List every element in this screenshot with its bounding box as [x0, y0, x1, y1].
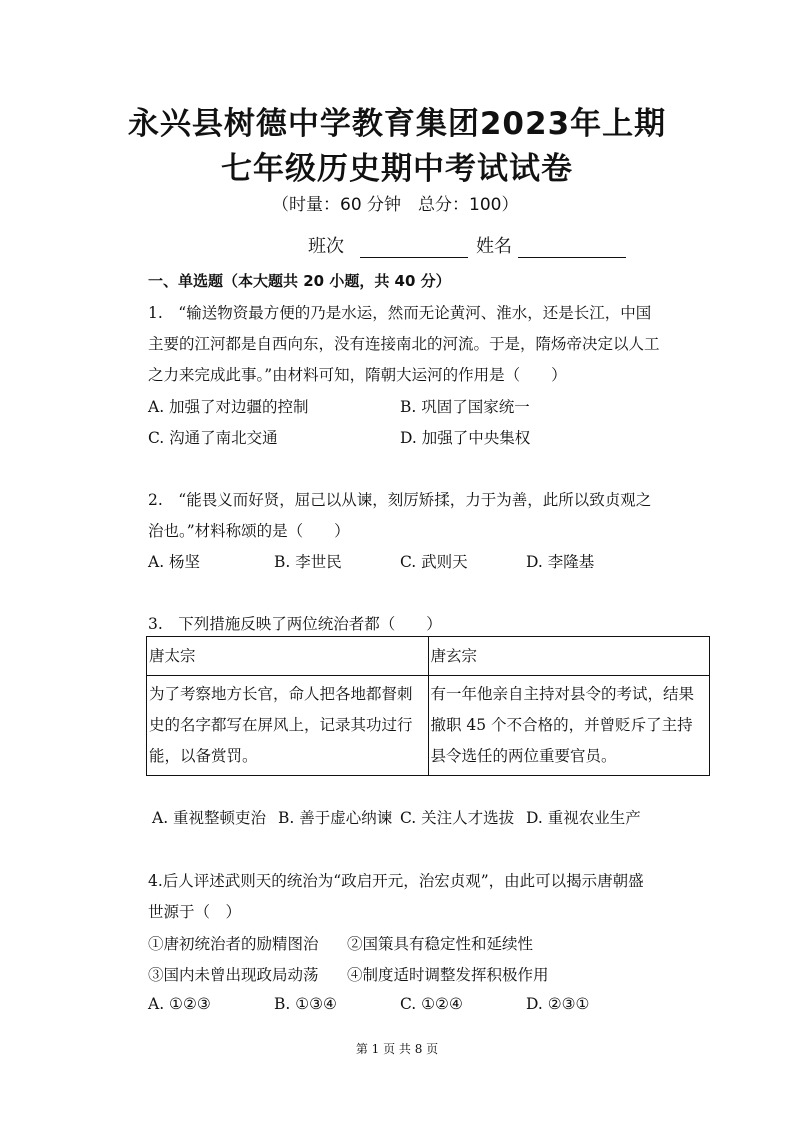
table-cell-xuanzong: 有一年他亲自主持对县令的考试，结果撤职 45 个不合格的，并曾贬斥了主持县令选任的两位重要官员。 — [428, 676, 710, 776]
q1-option-a[interactable]: A. 加强了对边疆的控制 — [148, 398, 309, 416]
q2-line: 治也。”材料称颂的是（ ） — [148, 522, 350, 540]
q1-line: 主要的江河都是自西向东，没有连接南北的河流。于是，隋炀帝决定以人工 — [148, 335, 660, 353]
q4-statement: ③国内未曾出现政局动荡 — [148, 966, 319, 984]
page-footer: 第 1 页 共 8 页 — [355, 1042, 439, 1056]
section-heading: 一、单选题（本大题共 20 小题，共 40 分） — [148, 272, 451, 290]
q1-option-d[interactable]: D. 加强了中央集权 — [400, 429, 531, 447]
exam-title-line1: 永兴县树德中学教育集团2023年上期 — [127, 106, 667, 142]
q1-line: 1. “输送物资最方便的乃是水运，然而无论黄河、淮水，还是长江，中国 — [148, 304, 652, 322]
q2-option-d[interactable]: D. 李隆基 — [526, 553, 595, 571]
comparison-table — [146, 636, 710, 776]
exam-title-line2: 七年级历史期中考试试卷 — [221, 151, 573, 187]
table-header-taizong: 唐太宗 — [147, 637, 429, 676]
q4-statement: ④制度适时调整发挥积极作用 — [347, 966, 549, 984]
q1-line: 之力来完成此事。”由材料可知，隋朝大运河的作用是（ ） — [148, 366, 567, 384]
exam-meta: （时量：60 分钟 总分：100） — [272, 195, 519, 215]
q3-stem: 3. 下列措施反映了两位统治者都（ ） — [148, 615, 442, 633]
q4-option-d[interactable]: D. ②③① — [526, 995, 590, 1013]
q4-statement: ①唐初统治者的励精图治 — [148, 935, 319, 953]
q3-option-c[interactable]: C. 关注人才选拔 — [400, 809, 515, 827]
q1-option-b[interactable]: B. 巩固了国家统一 — [400, 398, 530, 416]
q3-option-b[interactable]: B. 善于虚心纳谏 — [278, 809, 393, 827]
name-blank[interactable] — [518, 239, 626, 258]
q2-option-c[interactable]: C. 武则天 — [400, 553, 468, 571]
q3-option-a[interactable]: A. 重视整顿吏治 — [152, 809, 267, 827]
q4-option-c[interactable]: C. ①②④ — [400, 995, 463, 1013]
q2-option-a[interactable]: A. 杨坚 — [148, 553, 201, 571]
q4-line: 世源于（ ） — [148, 903, 242, 921]
q3-option-d[interactable]: D. 重视农业生产 — [526, 809, 641, 827]
q2-line: 2. “能畏义而好贤，屈己以从谏，刻厉矫揉，力于为善，此所以致贞观之 — [148, 491, 652, 509]
class-blank[interactable] — [360, 239, 468, 258]
name-label: 姓名 — [476, 236, 512, 257]
q4-option-a[interactable]: A. ①②③ — [148, 995, 211, 1013]
q2-option-b[interactable]: B. 李世民 — [274, 553, 342, 571]
q4-statement: ②国策具有稳定性和延续性 — [347, 935, 534, 953]
q4-line: 4.后人评述武则天的统治为“政启开元，治宏贞观”，由此可以揭示唐朝盛 — [148, 872, 644, 890]
class-label: 班次 — [308, 236, 344, 257]
class-field — [308, 232, 468, 258]
table-cell-taizong: 为了考察地方长官，命人把各地都督刺史的名字都写在屏风上，记录其功过行能，以备赏罚。 — [147, 676, 429, 776]
q4-option-b[interactable]: B. ①③④ — [274, 995, 337, 1013]
name-field — [476, 232, 626, 258]
table-header-xuanzong: 唐玄宗 — [428, 637, 710, 676]
q1-option-c[interactable]: C. 沟通了南北交通 — [148, 429, 278, 447]
